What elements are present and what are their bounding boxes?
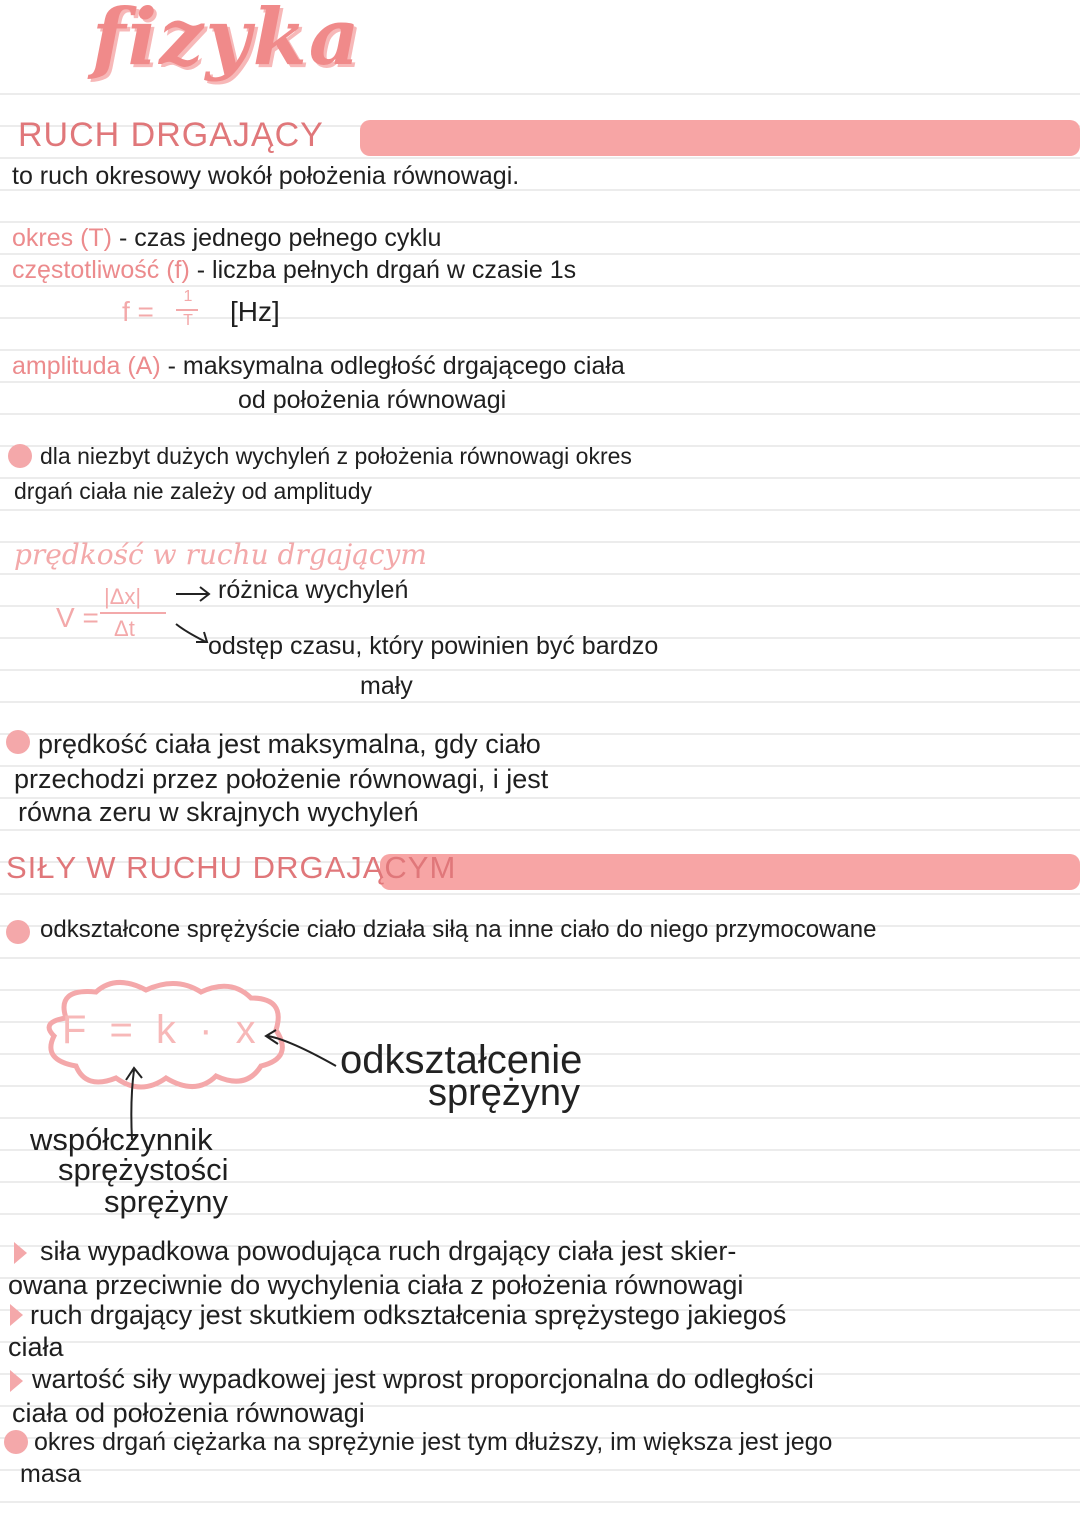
section-heading-sily: SIŁY W RUCHU DRGAJĄCYM (6, 850, 457, 885)
point-3-line-2: ciała od położenia równowagi (12, 1398, 365, 1428)
k-label-3: sprężyny (104, 1184, 229, 1219)
point-1-line-2: owana przeciwnie do wychylenia ciała z położenia równowagi (8, 1270, 744, 1300)
term-okres-desc: - czas jednego pełnego cyklu (118, 224, 442, 252)
velocity-numerator: |Δx| (104, 584, 142, 609)
term-amplituda-desc-cont: od położenia równowagi (238, 386, 507, 414)
bullet-dot (4, 1430, 28, 1454)
bullet-triangle (14, 1242, 27, 1264)
formula-unit: [Hz] (230, 296, 280, 327)
heading-highlight-bar (360, 120, 1080, 156)
page-title: fizyka (92, 0, 362, 83)
velocity-denominator-desc-2: mały (360, 672, 413, 700)
velocity-fraction-line (100, 612, 166, 614)
velocity-denominator: Δt (114, 616, 135, 641)
point-4-line-1: okres drgań ciężarka na sprężynie jest tym dłuższy, im większa jest jego (34, 1428, 833, 1456)
bullet-dot (6, 730, 30, 754)
term-amplituda-desc: - maksymalna odległość drgającego ciała (167, 352, 625, 380)
bullet-triangle (10, 1370, 23, 1392)
heading-highlight-bar (380, 854, 1080, 890)
point-4-line-2: masa (20, 1460, 82, 1488)
speed-heading: prędkość w ruchu drgającym (14, 538, 427, 571)
speed-note-3: równa zeru w skrajnych wychyleń (18, 797, 419, 827)
term-amplituda-label: amplituda (A) (12, 352, 161, 380)
bullet-dot (8, 444, 32, 468)
speed-note-1: prędkość ciała jest maksymalna, gdy ciało (38, 729, 541, 759)
term-czestotliwosc-desc: - liczba pełnych drgań w czasie 1s (196, 256, 577, 284)
term-amplituda (12, 352, 625, 381)
x-label-1: odkształcenie (340, 1038, 583, 1082)
formula-hooke: F = k · x (62, 1008, 262, 1052)
formula-f-numerator: 1 (183, 288, 193, 305)
term-okres (12, 224, 441, 253)
bullet-triangle (10, 1304, 23, 1326)
velocity-label: V = (56, 602, 99, 633)
velocity-denominator-desc-1: odstęp czasu, który powinien być bardzo (208, 632, 659, 660)
formula-f-label: f = (122, 296, 154, 327)
definition-text: to ruch okresowy wokół położenia równowagi. (12, 162, 520, 190)
bullet-dot (6, 920, 30, 944)
point-2-line-1: ruch drgający jest skutkiem odkształcenia sprężystego jakiegoś (30, 1300, 787, 1330)
x-label-2: sprężyny (428, 1072, 581, 1114)
note-period-2: drgań ciała nie zależy od amplitudy (14, 478, 372, 504)
k-label-1: współczynnik (30, 1122, 213, 1157)
note-period-1: dla niezbyt dużych wychyleń z położenia równowagi okres (40, 443, 632, 469)
term-okres-label: okres (T) (12, 224, 112, 252)
term-czestotliwosc-label: częstotliwość (f) (12, 256, 190, 284)
k-label-2: sprężystości (58, 1152, 229, 1187)
point-1-line-1: siła wypadkowa powodująca ruch drgający ciała jest skier- (40, 1236, 737, 1266)
note-elastic-force: odkształcone sprężyście ciało działa siłą na inne ciało do niego przymocowane (40, 916, 877, 943)
section-heading-ruch-drgajacy: RUCH DRGAJĄCY (18, 116, 324, 154)
point-2-line-2: ciała (8, 1332, 64, 1362)
formula-f-fraction-line (176, 309, 198, 311)
point-3-line-1: wartość siły wypadkowej jest wprost proporcjonalna do odległości (32, 1364, 814, 1394)
term-czestotliwosc (12, 256, 576, 285)
speed-note-2: przechodzi przez położenie równowagi, i jest (14, 764, 549, 794)
velocity-numerator-desc: różnica wychyleń (218, 576, 409, 604)
formula-f-denominator: T (183, 312, 193, 329)
